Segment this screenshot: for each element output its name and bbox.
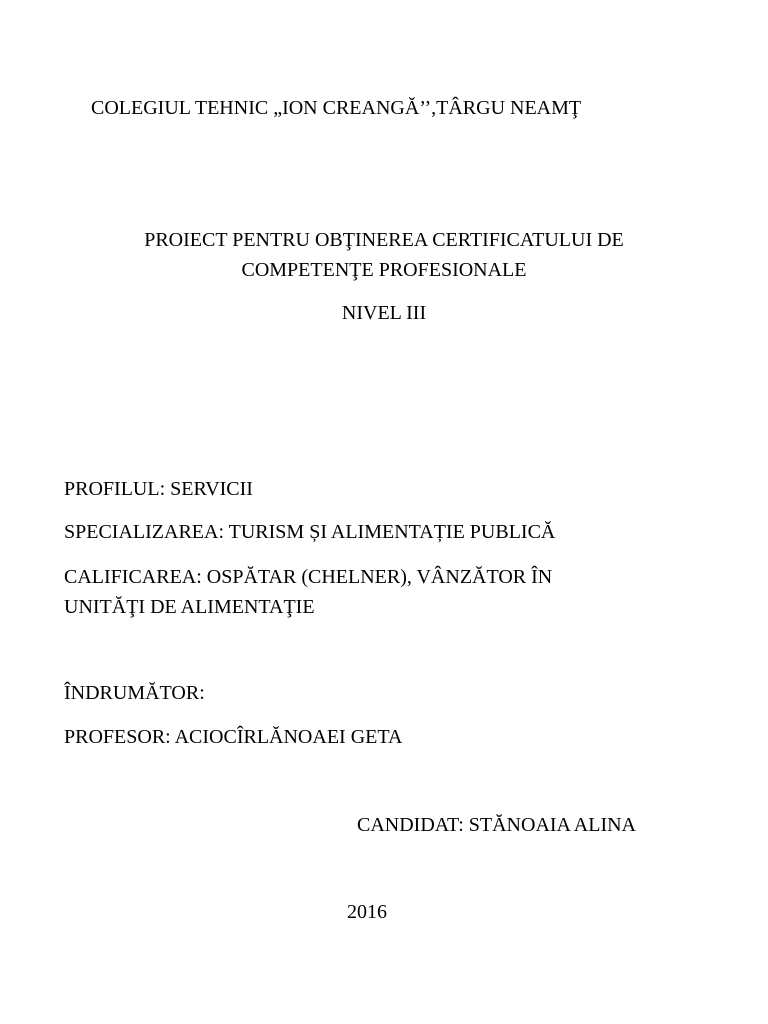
- qualification-line-1: CALIFICAREA: OSPĂTAR (CHELNER), VÂNZĂTOR ÎN: [64, 566, 553, 588]
- profile-field: PROFILUL: SERVICII: [64, 478, 253, 500]
- project-title-line-2: COMPETENŢE PROFESIONALE: [241, 259, 527, 281]
- supervisor-label: ÎNDRUMĂTOR:: [64, 682, 205, 704]
- qualification-line-2: UNITĂŢI DE ALIMENTAŢIE: [64, 596, 315, 618]
- project-title-line-1: PROIECT PENTRU OBŢINEREA CERTIFICATULUI DE: [144, 229, 624, 251]
- supervisor-name: PROFESOR: ACIOCÎRLĂNOAEI GETA: [64, 726, 403, 748]
- project-level: NIVEL III: [341, 302, 427, 324]
- year: 2016: [347, 901, 387, 923]
- candidate-name: CANDIDAT: STĂNOAIA ALINA: [357, 814, 636, 836]
- specialization-field: SPECIALIZAREA: TURISM ȘI ALIMENTAȚIE PUBLICĂ: [64, 521, 556, 543]
- institution-heading: COLEGIUL TEHNIC „ION CREANGĂ’’,TÂRGU NEAMŢ: [91, 97, 582, 119]
